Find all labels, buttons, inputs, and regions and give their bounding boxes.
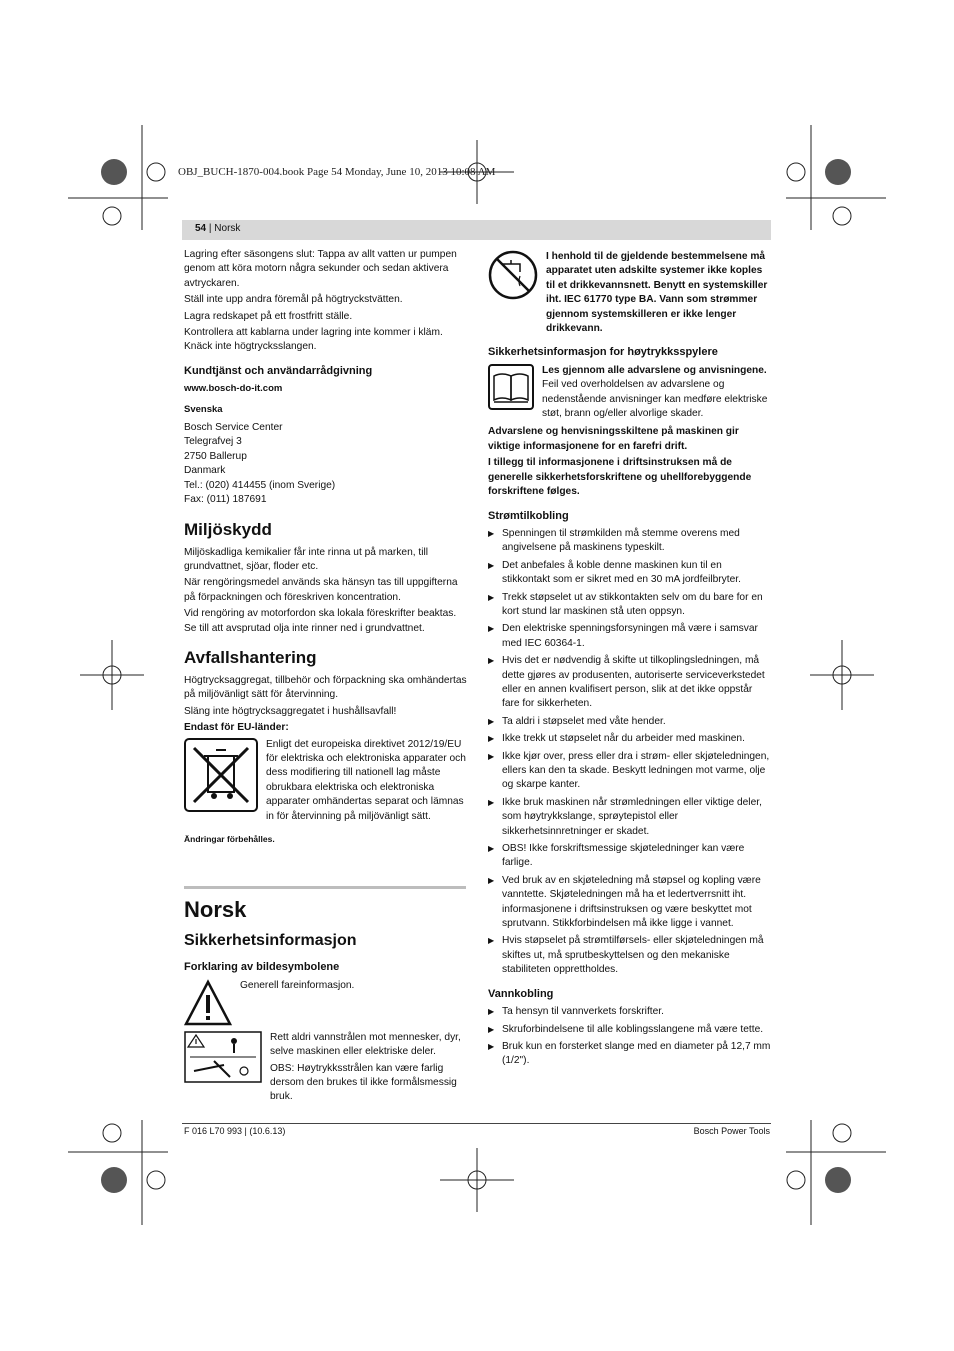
section-rule	[184, 886, 466, 889]
warning-triangle-icon	[184, 979, 232, 1027]
service-heading: Kundtjänst och användarrådgivning	[184, 364, 373, 377]
intro-para: Lagra redskapet på ett frostfritt ställe.	[184, 310, 353, 322]
waste-heading: Avfallshantering	[184, 647, 317, 667]
list-item: ▶ Hvis støpselet på strømtilførsels- eller skjøteledningen må skiftes ut, må sprutbeskyttelsen og den mekaniske stabiliteten opprettholdes.	[488, 934, 772, 977]
bold-para: I tillegg til informasjonene i driftsinstruksen må de generelle sikkerhetsforskriftene og uhellforebyggende forskriftene følges.	[488, 457, 752, 498]
env-para: Vid rengöring av motorfordon ska lokala föreskrifter beaktas. Se till att avsprutad olja inte rinner ned i grundvattnet.	[184, 608, 457, 634]
read-manual-icon	[488, 364, 534, 410]
list-item: ▶ OBS! Ikke forskriftsmessige skjøteledninger kan være farlige.	[488, 842, 772, 871]
power-list	[488, 527, 772, 978]
water-note: I henhold til de gjeldende bestemmelsene må apparatet uten adskilte systemer ikke koples til et drikkevannsnett. Benytt en systemskiller iht. IEC 61770 type BA. Vann som strømmer gjennom systemskilleren er ikke lenger drikkevann.	[546, 251, 768, 335]
eu-weee-row	[184, 738, 468, 824]
address-line: Tel.: (020) 414455 (inom Sverige)	[184, 479, 336, 491]
read-text: Feil ved overholdelsen av advarslene og nedenstående anvisninger kan medføre elektriske støt, brann og/eller alvorlige skader.	[542, 379, 768, 420]
read-manual-text	[542, 364, 772, 422]
left-column	[184, 248, 468, 1111]
list-item: ▶ Det anbefales å koble denne maskinen kun til en stikkontakt som er sikret med en 30 mA jordfeilbryter.	[488, 559, 772, 588]
symbol-general-text: Generell fareinformasjon.	[240, 979, 355, 991]
symbols-heading: Forklaring av bildesymbolene	[184, 961, 340, 974]
address-line: 2750 Ballerup	[184, 450, 247, 462]
address-block	[184, 421, 468, 507]
symbol-spray-text-2: OBS: Høytrykksstrålen kan være farlig dersom den brukes til ikke formålsmessig bruk.	[270, 1062, 457, 1103]
list-item: ▶ Den elektriske spenningsforsyningen må være i samsvar med IEC 60364-1.	[488, 622, 772, 651]
list-item: ▶ Ikke trekk ut støpselet når du arbeider med maskinen.	[488, 732, 772, 746]
symbol-spray-text	[270, 1031, 468, 1107]
symbol-general-row	[184, 979, 468, 1027]
safety-title: Sikkerhetsinformasjon	[184, 932, 357, 950]
intro-para: Ställ inte upp andra föremål på högtryckstvätten.	[184, 294, 403, 306]
env-heading: Miljöskydd	[184, 519, 272, 539]
list-item: ▶ Spenningen til strømkilden må stemme overens med angivelsene på maskinens typeskilt.	[488, 527, 772, 556]
header-separator: |	[206, 223, 215, 234]
page-number: 54	[195, 223, 207, 234]
spray-warning-icon	[184, 1031, 262, 1083]
intro-para: Kontrollera att kablarna under lagring inte kommer i kläm. Knäck inte högtrycksslangen.	[184, 327, 443, 353]
waste-para: Släng inte högtrycksaggregatet i hushållsavfall!	[184, 705, 397, 717]
list-item: ▶ Ikke kjør over, press eller dra i strøm- eller skjøteledningen, ellers kan den ta skade. Beskytt ledningen mot varme, olje og skarpe kanter.	[488, 750, 772, 793]
symbol-spray-row	[184, 1031, 468, 1107]
eu-heading: Endast för EU-länder:	[184, 722, 289, 734]
right-column	[488, 248, 772, 1072]
bold-para: Advarslene og henvisningsskiltene på maskinen gir viktige informasjonene for en farefri drift.	[488, 426, 739, 452]
list-item: ▶ Ta aldri i støpselet med våte hender.	[488, 715, 772, 729]
website-link[interactable]: www.bosch-do-it.com	[184, 383, 283, 395]
drinking-water-row	[488, 250, 772, 336]
footer-rule	[182, 1123, 771, 1124]
address-line: Telegrafvej 3	[184, 436, 242, 448]
water-list	[488, 1005, 772, 1069]
address-line: Bosch Service Center	[184, 422, 283, 434]
water-heading: Vannkobling	[488, 987, 554, 1000]
intro-para: Lagring efter säsongens slut: Tappa av allt vatten ur pumpen genom att köra motorn några sekunder och sedan aktivera avtryckaren.	[184, 249, 457, 289]
list-item: ▶ Skruforbindelsene til alle koblingsslangene må være tette.	[488, 1023, 772, 1037]
safety-heading: Sikkerhetsinformasjon for høytrykksspylere	[488, 346, 718, 359]
country-label: Svenska	[184, 403, 223, 415]
crossed-bin-icon	[184, 738, 258, 812]
list-item: ▶ Ta hensyn til vannverkets forskrifter.	[488, 1005, 772, 1019]
header-section: Norsk	[214, 223, 241, 234]
eu-text: Enligt det europeiska direktivet 2012/19/EU för elektriska och elektroniska apparater och dess modifiering till nationell lag måste obrukbara elektriska och elektroniska apparater omhändertas separat och lämnas in för återvinning på miljövänligt sätt.	[266, 738, 466, 822]
symbol-spray-text-1: Rett aldri vannstrålen mot mennesker, dyr, selve maskinen eller elektriske deler.	[270, 1031, 461, 1058]
read-manual-row	[488, 364, 772, 422]
waste-para: Högtrycksaggregat, tillbehör och förpackning ska omhändertas på miljövänligt sätt för återvinning.	[184, 674, 467, 701]
env-para: När rengöringsmedel används ska hänsyn tas till uppgifterna på förpackningen och föreskriven koncentration.	[184, 577, 458, 603]
list-item: ▶ Trekk støpselet ut av stikkontakten selv om du bare for en kort stund lar maskinen stå uten oppsyn.	[488, 591, 772, 620]
footer-brand: Bosch Power Tools	[693, 1126, 770, 1136]
env-para: Miljöskadliga kemikalier får inte rinna ut på marken, till grundvattnet, sjöar, floder etc.	[184, 546, 429, 572]
read-bold: Les gjennom alle advarslene og anvisningene.	[542, 364, 767, 376]
changes-note: Ändringar förbehålles.	[184, 834, 275, 844]
page-header	[182, 220, 771, 240]
footer-doc-number: F 016 L70 993 | (10.6.13)	[184, 1126, 286, 1136]
page-number-block	[195, 223, 240, 234]
list-item: ▶ Ikke bruk maskinen når strømledningen eller viktige deler, som høytrykkslange, sprøytepistol eller sikkerhetsinnretninger er skadet.	[488, 796, 772, 839]
list-item: ▶ Bruk kun en forsterket slange med en diameter på 12,7 mm (1/2").	[488, 1040, 772, 1069]
norsk-title: Norsk	[184, 897, 247, 923]
address-line: Danmark	[184, 465, 226, 477]
list-item: ▶ Hvis det er nødvendig å skifte ut tilkoplingsledningen, må dette gjøres av produsenten, autoriserte serviceverkstedet eller en annen kvalifisert person, slik at det ikke oppstår fare for sikkerheten.	[488, 654, 772, 712]
no-drinking-water-icon	[488, 250, 538, 300]
print-line: OBJ_BUCH-1870-004.book Page 54 Monday, June 10, 2013 10:08 AM	[178, 166, 496, 178]
power-heading: Strømtilkobling	[488, 509, 569, 522]
list-item: ▶ Ved bruk av en skjøteledning må støpsel og kopling være vanntette. Skjøteledningen må ha et ledertverrsnitt iht. informasjonene i driftsinstruksen og være beskyttet mot sprutvann. Stikkforbindelsen må ikke ligge i vannet.	[488, 874, 772, 932]
address-line: Fax: (011) 187691	[184, 494, 267, 506]
